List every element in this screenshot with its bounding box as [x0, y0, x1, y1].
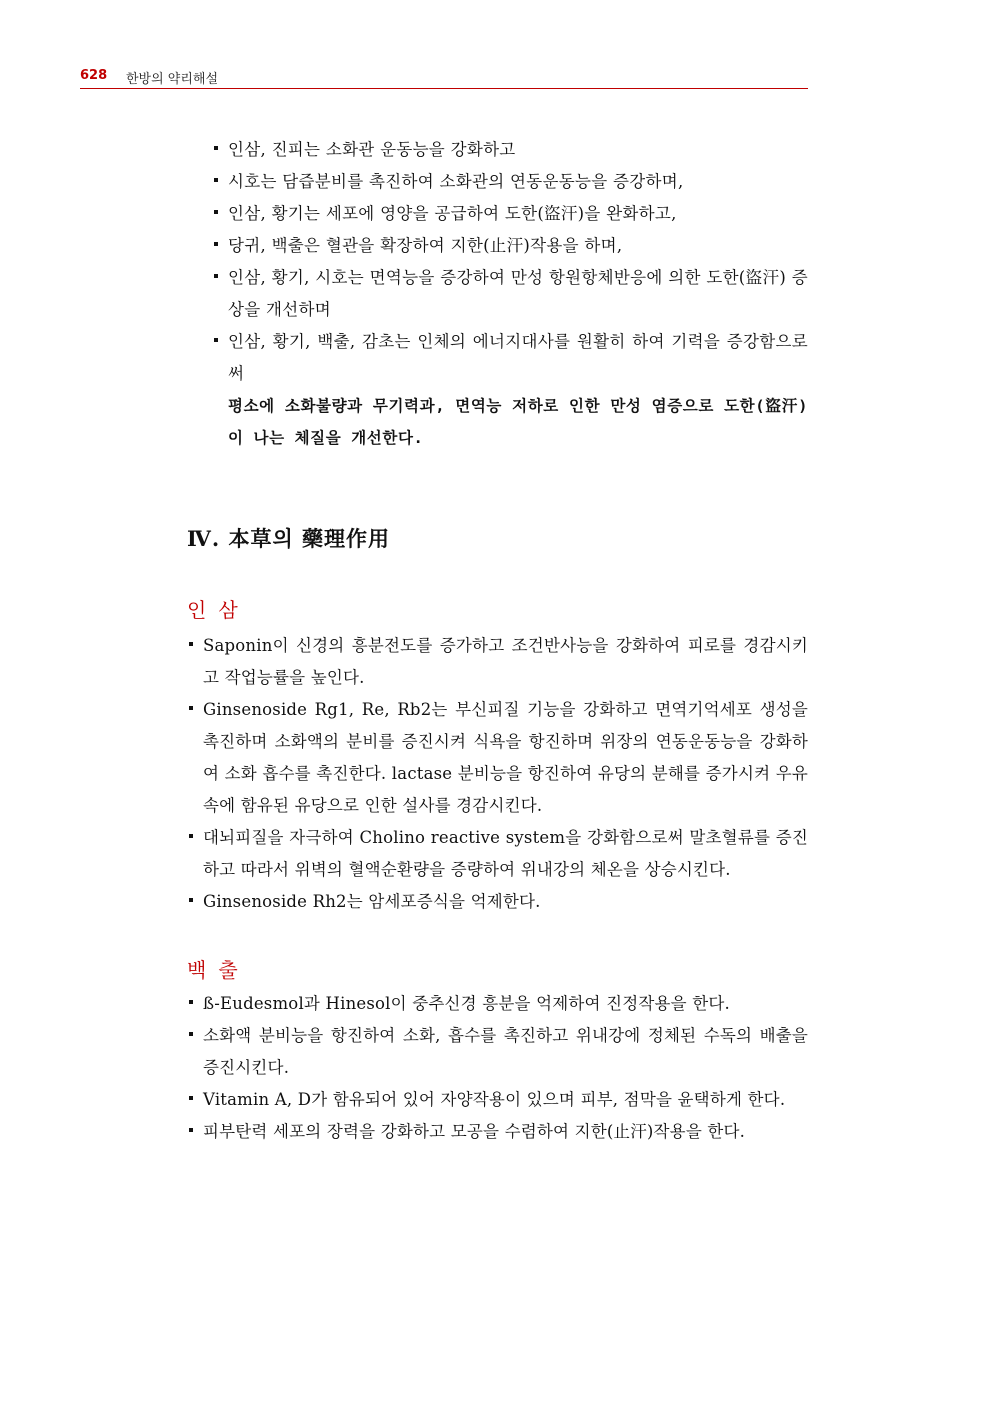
herb-list-baekchul: [189, 988, 808, 1148]
running-title: 한방의 약리해설: [126, 72, 219, 87]
list-item: 인삼, 황기는 세포에 영양을 공급하여 도한(盜汗)을 완화하고,: [214, 198, 808, 230]
list-item: Ginsenoside Rg1, Re, Rb2는 부신피질 기능을 강화하고 면역기억세포 생성을 촉진하며 소화액의 분비를 증진시켜 식욕을 항진하며 위장의 연동운동능을 강화하여 소화 흡수를 촉진한다. lactase 분비능을 항진하여 유당의 분해를 증가시켜 우유 속에 함유된 유당으로 인한 설사를 경감시킨다.: [189, 694, 808, 822]
list-item: Ginsenoside Rh2는 암세포증식을 억제한다.: [189, 886, 808, 918]
list-item: 인삼, 황기, 시호는 면역능을 증강하여 만성 항원항체반응에 의한 도한(盜汗) 증상을 개선하며: [214, 262, 808, 326]
list-item: 시호는 담즙분비를 촉진하여 소화관의 연동운동능을 증강하며,: [214, 166, 808, 198]
page-number: 628: [80, 68, 108, 83]
conclusion-text: 평소에 소화불량과 무기력과, 면역능 저하로 인한 만성 염증으로 도한(盜汗)이 나는 체질을 개선한다.: [228, 397, 808, 447]
list-item: 대뇌피질을 자극하여 Cholino reactive system을 강화함으로써 말초혈류를 증진하고 따라서 위벽의 혈액순환량을 증량하여 위내강의 체온을 상승시킨다.: [189, 822, 808, 886]
list-item: Vitamin A, D가 함유되어 있어 자양작용이 있으며 피부, 점막을 윤택하게 한다.: [189, 1084, 808, 1116]
list-item: 피부탄력 세포의 장력을 강화하고 모공을 수렴하여 지한(止汗)작용을 한다.: [189, 1116, 808, 1148]
section-title: Ⅳ. 本草의 藥理作用: [187, 526, 391, 551]
list-item: 인삼, 진피는 소화관 운동능을 강화하고: [214, 134, 808, 166]
herb-title-baekchul: 백출: [187, 958, 250, 982]
running-header: [80, 66, 808, 89]
list-item: 인삼, 황기, 백출, 감초는 인체의 에너지대사를 원활히 하여 기력을 증강함으로써: [214, 326, 808, 390]
intro-list: [214, 134, 808, 454]
list-item: ß-Eudesmol과 Hinesol이 중추신경 흥분을 억제하여 진정작용을 한다.: [189, 988, 808, 1020]
list-item: 소화액 분비능을 항진하여 소화, 흡수를 촉진하고 위내강에 정체된 수독의 배출을 증진시킨다.: [189, 1020, 808, 1084]
herb-title-insam: 인삼: [187, 598, 250, 622]
herb-list-insam: [189, 630, 808, 918]
list-item: 당귀, 백출은 혈관을 확장하여 지한(止汗)작용을 하며,: [214, 230, 808, 262]
list-item: Saponin이 신경의 흥분전도를 증가하고 조건반사능을 강화하여 피로를 경감시키고 작업능률을 높인다.: [189, 630, 808, 694]
